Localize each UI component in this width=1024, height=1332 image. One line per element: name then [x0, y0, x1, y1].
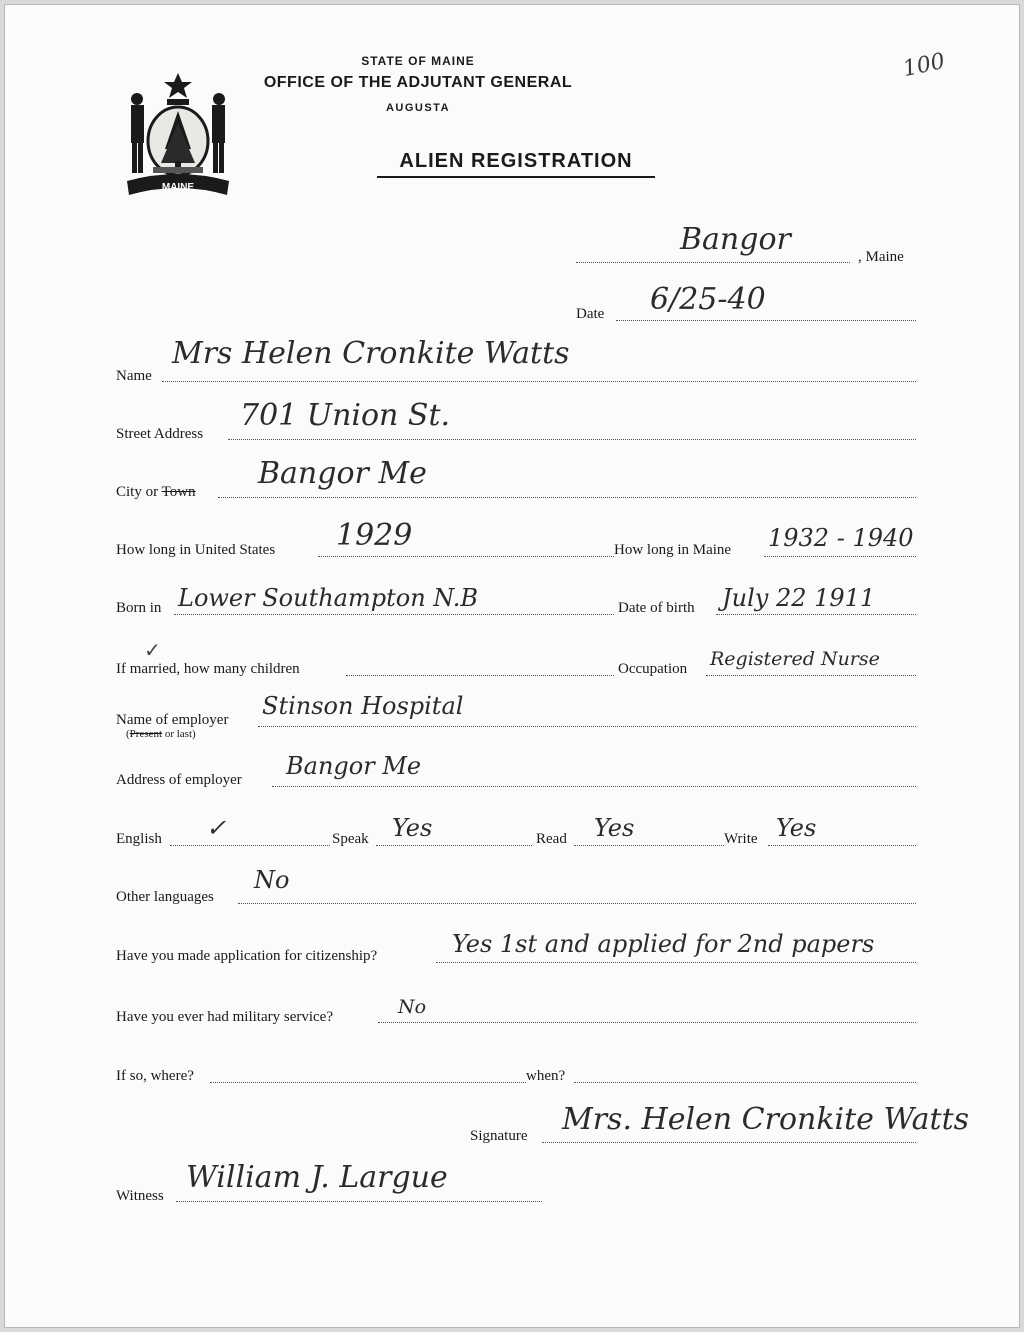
how-long-us-label: How long in United States: [116, 542, 276, 558]
write-line: [768, 845, 916, 846]
witness-label: Witness: [116, 1188, 164, 1204]
name-label: Name: [116, 368, 152, 384]
other-languages-label: Other languages: [116, 889, 214, 905]
born-in-value: Lower Southampton N.B: [178, 584, 479, 612]
date-of-birth-label: Date of birth: [618, 600, 695, 616]
header-city: AUGUSTA: [385, 102, 451, 114]
when-line: [574, 1082, 916, 1083]
street-label: Street Address: [116, 426, 204, 442]
english-label: English: [116, 831, 162, 847]
military-label: Have you ever had military service?: [116, 1009, 333, 1025]
city-value: Bangor Me: [258, 456, 427, 491]
header-office: OFFICE OF THE ADJUTANT GENERAL: [263, 74, 573, 91]
street-value: 701 Union St.: [240, 398, 451, 433]
where-line: [210, 1082, 526, 1083]
write-value: Yes: [776, 814, 817, 842]
read-label: Read: [536, 831, 567, 847]
how-long-us-line: [318, 556, 614, 557]
speak-value: Yes: [392, 814, 433, 842]
form-title: ALIEN REGISTRATION: [377, 150, 655, 178]
seal-banner-text: MAINE: [161, 182, 195, 193]
how-long-us-value: 1929: [336, 518, 413, 553]
speak-label: Speak: [332, 831, 369, 847]
how-long-maine-line: [764, 556, 916, 557]
name-line: [162, 381, 916, 382]
citizenship-label: Have you made application for citizenship?: [116, 948, 378, 964]
employer-sub-label: (Present or last): [126, 728, 196, 740]
signature-line: [542, 1142, 916, 1143]
employer-label: Name of employer: [116, 712, 229, 728]
date-value: 6/25-40: [650, 282, 766, 317]
occupation-value: Registered Nurse: [710, 648, 880, 670]
children-line: [346, 675, 614, 676]
header-state: STATE OF MAINE: [361, 54, 475, 68]
town-label: Town: [161, 484, 196, 500]
employer-line: [258, 726, 916, 727]
citizenship-line: [436, 962, 916, 963]
city-label: [116, 484, 196, 501]
signature-value: Mrs. Helen Cronkite Watts: [562, 1102, 970, 1137]
when-label: when?: [526, 1068, 566, 1084]
born-in-label: Born in: [116, 600, 162, 616]
occupation-label: Occupation: [618, 661, 688, 677]
date-of-birth-value: July 22 1911: [722, 584, 876, 612]
other-languages-line: [238, 903, 916, 904]
speak-line: [376, 845, 532, 846]
employer-address-label: Address of employer: [116, 772, 242, 788]
born-in-line: [174, 614, 614, 615]
read-line: [574, 845, 724, 846]
how-long-maine-label: How long in Maine: [614, 542, 732, 558]
read-value: Yes: [594, 814, 635, 842]
maine-state-seal: [123, 71, 233, 197]
name-value: Mrs Helen Cronkite Watts: [172, 336, 570, 371]
married-label: If married, how many children: [116, 661, 300, 677]
city-line: [218, 497, 916, 498]
date-line: [616, 320, 916, 321]
date-of-birth-line: [716, 614, 916, 615]
occupation-line: [706, 675, 916, 676]
corner-note: 100: [900, 48, 948, 83]
employer-value: Stinson Hospital: [262, 692, 464, 720]
present-struck: Present: [129, 728, 163, 740]
signature-label: Signature: [470, 1128, 528, 1144]
employer-address-value: Bangor Me: [286, 752, 422, 780]
employer-address-line: [272, 786, 916, 787]
write-label: Write: [724, 831, 758, 847]
city-top-value: Bangor: [680, 222, 791, 257]
english-line: [170, 845, 330, 846]
military-line: [378, 1022, 916, 1023]
maine-label: , Maine: [858, 249, 904, 265]
military-value: No: [398, 996, 427, 1018]
witness-line: [176, 1201, 542, 1202]
other-languages-value: No: [254, 866, 290, 894]
date-label: Date: [576, 306, 605, 322]
how-long-maine-value: 1932 - 1940: [768, 524, 914, 552]
witness-value: William J. Largue: [186, 1160, 448, 1195]
city-or-label: City or: [116, 484, 159, 500]
where-label: If so, where?: [116, 1068, 194, 1084]
street-line: [228, 439, 916, 440]
citizenship-value: Yes 1st and applied for 2nd papers: [452, 930, 875, 958]
married-check-mark: ✓: [144, 638, 161, 662]
city-top-line: [576, 262, 850, 263]
english-value: ✓: [206, 814, 227, 842]
